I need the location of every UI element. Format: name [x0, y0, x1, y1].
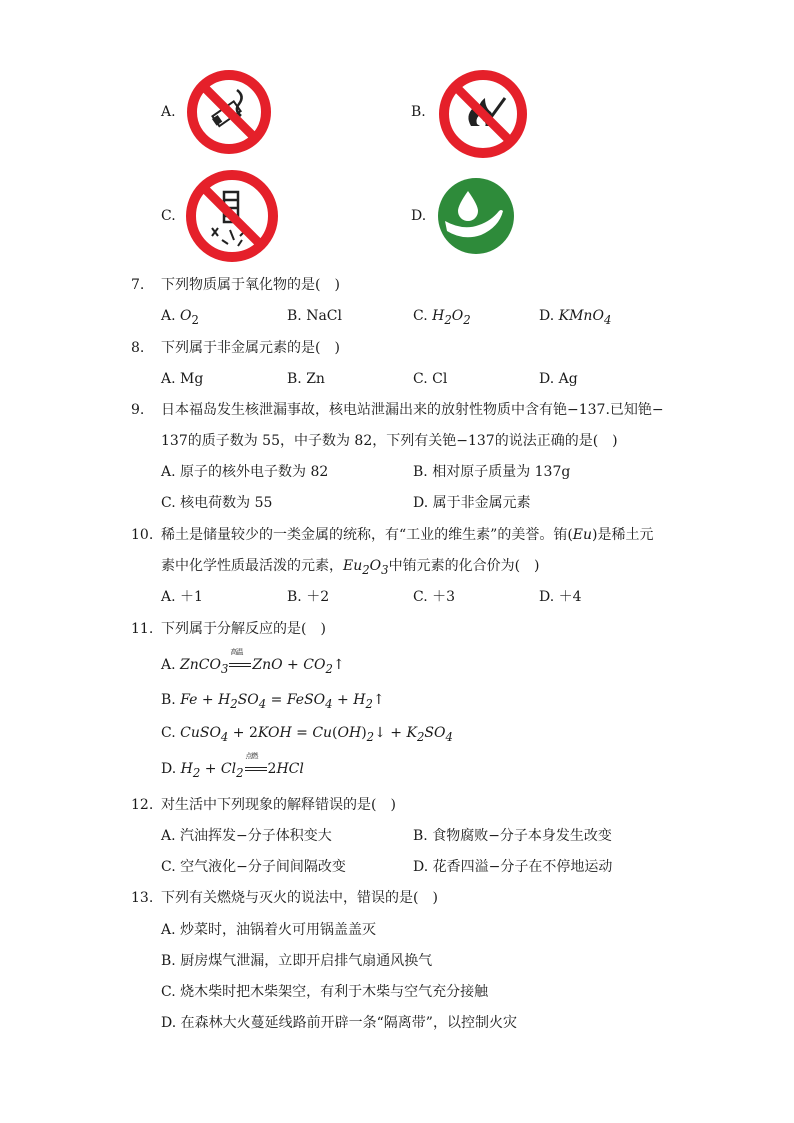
- question-13-stem: 下列有关燃烧与灭火的说法中，错误的是( ): [161, 890, 438, 906]
- option-b: B. ＋2: [287, 589, 330, 605]
- option-b: B. 相对原子质量为 137g: [413, 464, 571, 480]
- no-smoking-icon: [185, 68, 273, 156]
- option-c: C. CuSO$_4$ + $2KOH = Cu(OH)_2↓ + K_2SO_4$: [161, 725, 453, 744]
- question-13-number: 13.: [131, 890, 154, 906]
- option-c: C. Cl: [413, 371, 448, 387]
- option-b-label: B.: [411, 104, 426, 120]
- reaction-condition: 高温: [230, 648, 243, 656]
- option-b: B. Zn: [287, 371, 325, 387]
- option-b: B. $Fe + H_2SO_4$ = FeSO$_4$ + $H_2↑$: [161, 692, 385, 711]
- option-a: A. 原子的核外电子数为 82: [161, 464, 329, 480]
- question-9-line-1: 日本福岛发生核泄漏事故，核电站泄漏出来的放射性物质中含有铯−137.已知铯−: [161, 402, 664, 418]
- question-8-stem: 下列属于非金属元素的是( ): [161, 340, 340, 356]
- no-open-flame-icon: [437, 68, 529, 160]
- question-8-number: 8.: [131, 340, 145, 356]
- option-c: C. 烧木柴时把木柴架空，有利于木柴与空气充分接触: [161, 984, 489, 1000]
- question-9-number: 9.: [131, 402, 145, 418]
- no-fireworks-icon: [184, 168, 280, 264]
- question-11-stem: 下列属于分解反应的是( ): [161, 621, 326, 637]
- option-a: A. 汽油挥发−分子体积变大: [161, 828, 332, 844]
- question-10-line-2: 素中化学性质最活泼的元素，$Eu_2O_3$中铕元素的化合价为( ): [161, 558, 540, 577]
- option-a: A. Mg: [161, 371, 204, 387]
- question-11-number: 11.: [131, 621, 154, 637]
- option-d: D. ＋4: [539, 589, 582, 605]
- option-b: B. 食物腐败−分子本身发生改变: [413, 828, 612, 844]
- option-d: D. 在森林大火蔓延线路前开辟一条“隔离带”，以控制火灾: [161, 1015, 517, 1031]
- question-12-stem: 对生活中下列现象的解释错误的是( ): [161, 797, 396, 813]
- option-c-label: C.: [161, 208, 176, 224]
- option-d: D. KMnO$_4$: [539, 308, 612, 327]
- option-a-label: A.: [161, 104, 176, 120]
- option-b: B. NaCl: [287, 308, 342, 324]
- option-a: A. ZnCO$_3$ 高温 ZnO + $CO_2↑$: [161, 655, 345, 679]
- option-c: C. 核电荷数为 55: [161, 495, 273, 511]
- option-d: D. 花香四溢−分子在不停地运动: [413, 859, 613, 875]
- option-c: C. ＋3: [413, 589, 456, 605]
- option-a: A. $O_2$: [161, 308, 199, 327]
- water-saving-icon: [437, 177, 515, 255]
- reaction-condition: 点燃: [245, 752, 258, 760]
- option-a: A. ＋1: [161, 589, 203, 605]
- question-7-number: 7.: [131, 277, 145, 293]
- option-a: A. 炒菜时，油锅着火可用锅盖盖灭: [161, 922, 377, 938]
- question-12-number: 12.: [131, 797, 154, 813]
- option-d: D. $H_2 + Cl_2$ 点燃 2HCl: [161, 759, 304, 783]
- option-d-label: D.: [411, 208, 427, 224]
- option-c: C. $H_2O_2$: [413, 308, 471, 327]
- option-c: C. 空气液化−分子间间隔改变: [161, 859, 346, 875]
- question-10-line-1: 稀土是储量较少的一类金属的统称，有“工业的维生素”的美誉。铕(Eu)是稀土元: [161, 527, 654, 543]
- question-10-number: 10.: [131, 527, 154, 543]
- question-9-line-2: 137的质子数为 55，中子数为 82，下列有关铯−137的说法正确的是( ): [161, 433, 618, 449]
- option-d: D. Ag: [539, 371, 578, 387]
- option-d: D. 属于非金属元素: [413, 495, 531, 511]
- question-7-stem: 下列物质属于氧化物的是( ): [161, 277, 340, 293]
- option-b: B. 厨房煤气泄漏，立即开启排气扇通风换气: [161, 953, 433, 969]
